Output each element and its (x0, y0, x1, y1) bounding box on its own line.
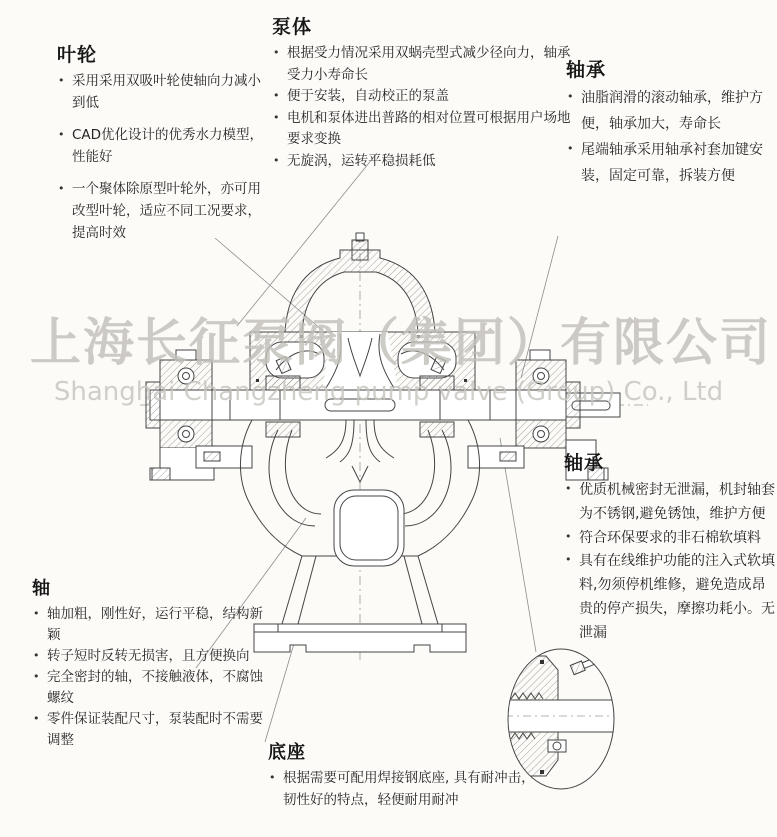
section-title-pump-body: 泵体 (272, 16, 313, 38)
section-bearing-top (566, 55, 774, 190)
feature-item: • 符合环保要求的非石棉软填料 (564, 527, 777, 551)
feature-list-shaft (32, 604, 272, 751)
feature-item: • 油脂润滑的滚动轴承，维护方便，轴承加大，寿命长 (566, 86, 774, 138)
watermark-company-cn: 上海长征泵阀（集团）有限公司 (30, 314, 773, 373)
section-bearing-seal (564, 448, 777, 646)
feature-list-pump-body (272, 43, 572, 173)
section-shaft (32, 574, 272, 751)
casing-flange-left (196, 446, 252, 468)
section-title-impeller: 叶轮 (57, 44, 98, 66)
feature-list-base (268, 768, 548, 811)
feature-list-bearing-top (566, 86, 774, 190)
section-base (268, 738, 548, 811)
feature-item: • 根据受力情况采用双蜗壳型式减少径向力，轴承受力小寿命长 (272, 43, 572, 86)
impeller (322, 332, 398, 390)
section-title-shaft: 轴 (32, 578, 51, 599)
feature-item: • 根据需要可配用焊接钢底座, 具有耐冲击，韧性好的特点，轻便耐用耐冲 (268, 768, 548, 811)
feature-item: • 轴加粗，刚性好，运行平稳，结构新颖 (32, 604, 272, 646)
section-title-base: 底座 (268, 742, 306, 763)
section-title-bearing-top: 轴承 (566, 59, 607, 81)
section-pump-body (272, 12, 572, 173)
feature-item: • CAD优化设计的优秀水力模型，性能好 (57, 125, 273, 168)
feature-item: • 无旋涡，运转平稳损耗低 (272, 151, 572, 173)
feature-list-bearing-seal (564, 479, 777, 646)
feature-item: • 采用采用双吸叶轮使轴向力减小到低 (57, 71, 273, 114)
casing-flange-right (468, 446, 524, 468)
feature-item: • 电机和泵体进出普路的相对位置可根据用户场地要求变换 (272, 108, 572, 151)
feature-item: • 具有在线维护功能的注入式软填料,勿须停机维修，避免造成昂贵的停产损失，摩擦功耗小。无泄漏 (564, 550, 777, 645)
feature-item: • 零件保证装配尺寸，泵装配时不需要调整 (32, 709, 272, 751)
feature-list-impeller (57, 71, 273, 244)
feature-item: • 完全密封的轴，不接触液体，不腐蚀螺纹 (32, 667, 272, 709)
section-title-bearing-seal: 轴承 (564, 452, 605, 474)
feature-item: • 尾端轴承采用轴承衬套加键安装，固定可靠，拆装方便 (566, 138, 774, 190)
section-impeller (57, 40, 273, 255)
feature-item: • 转子短时反转无损害，且方便换向 (32, 646, 272, 667)
watermark-company-en: Shanghai Changzheng pump valve (Group) Co., Ltd (53, 377, 724, 407)
feature-item: • 便于安装，自动校正的泵盖 (272, 86, 572, 108)
feature-item: • 优质机械密封无泄漏，机封轴套为不锈钢,避免锈蚀，维护方便 (564, 479, 777, 527)
feature-item: • 一个聚体除原型叶轮外，亦可用改型叶轮，适应不同工况要求，提高时效 (57, 179, 273, 244)
